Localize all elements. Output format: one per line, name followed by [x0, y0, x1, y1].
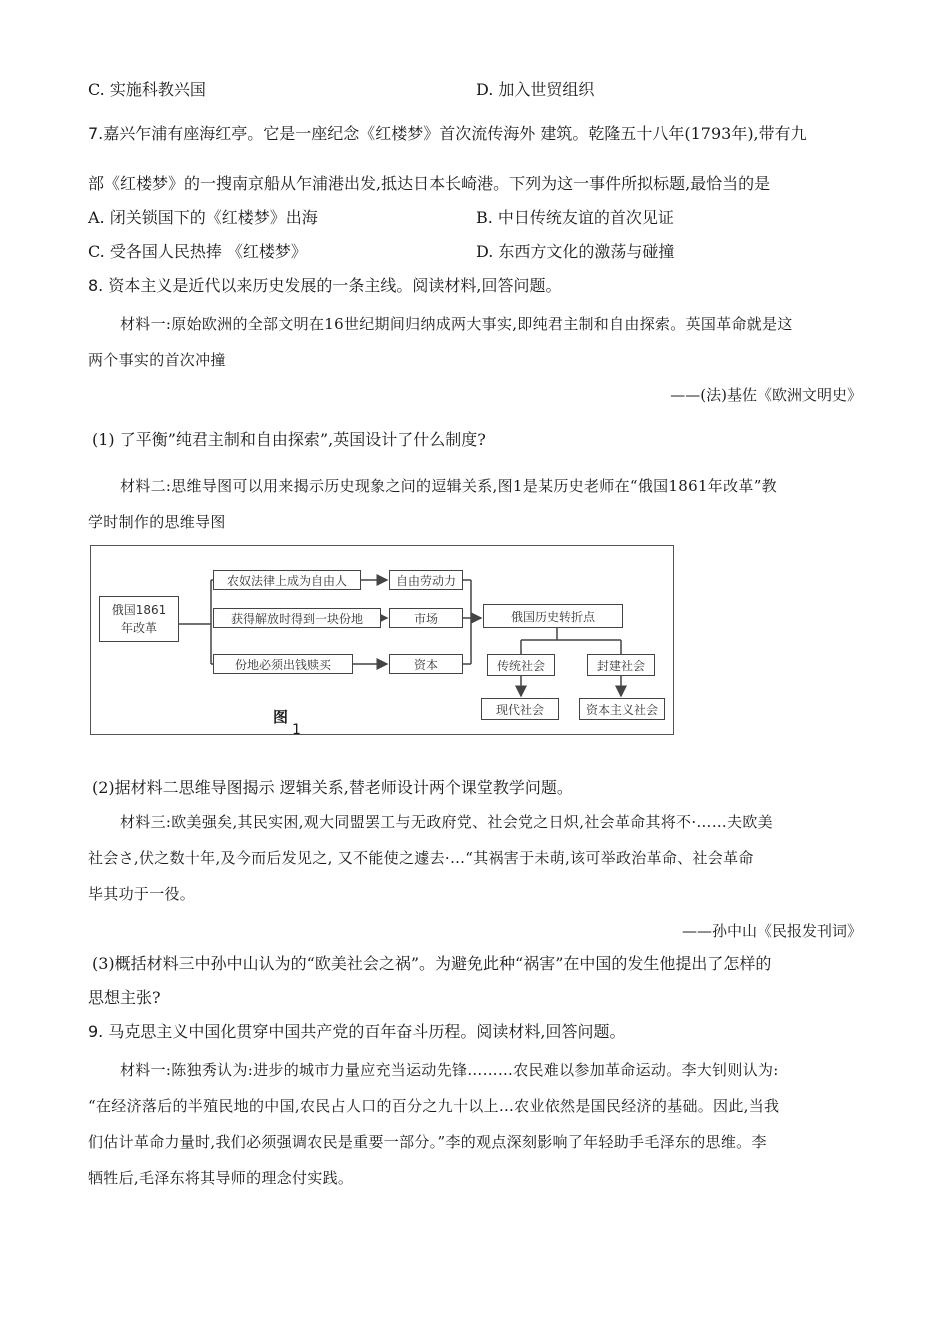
mind-map-result-3: 资本: [389, 654, 463, 674]
mind-map-to-modern: 现代社会: [481, 698, 559, 720]
q9-material1-line3: 们估计革命力量时,我们必须强调农民是重要一部分。”李的观点深刻影响了年轻助手毛泽东的思维。李: [88, 1133, 767, 1151]
q8-subquestion-3-line2: 思想主张?: [88, 988, 161, 1007]
q8-material2-line1: 材料二:思维导图可以用来揭示历史现象之问的逗辑关系,图1是某历史老师在“俄国1861年改革”教: [120, 477, 777, 495]
q8-material2-line2: 学时制作的思维导图: [88, 513, 226, 531]
q9-stem: [88, 1022, 625, 1042]
q8-material1-line1: 材料一:原始欧洲的全部文明在16世纪期间归纳成两大事实,即纯君主制和自由探索。英国革命就是这: [120, 315, 793, 333]
mind-map-result-1: 自由劳动力: [389, 570, 463, 590]
mind-map-figure-label: 图: [273, 708, 289, 726]
mind-map-result-2: 市场: [389, 608, 463, 628]
mind-map-from-feudal: 封建社会: [587, 654, 655, 676]
q8-material3-line3: 毕其功于一役。: [88, 885, 196, 903]
q8-subquestion-2: (2)据材料二思维导图揭示 逻辑关系,替老师设计两个课堂教学问题。: [92, 778, 573, 797]
q8-material3-source: ——孙中山《民报发刊词》: [681, 922, 862, 940]
q8-subquestion-1: (1) 了平衡”纯君主制和自由探索”,英国设计了什么制度?: [92, 430, 486, 449]
mind-map-figure: [90, 545, 674, 735]
q7-option-c: C. 受各国人民热捧 《红楼梦》: [88, 242, 307, 261]
mind-map-start-box: [99, 596, 179, 642]
q7-stem-line1: [88, 124, 807, 144]
q9-material1-line1: 材料一:陈独秀认为:进步的城市力量应充当运动先锋………农民难以参加革命运动。李大钊则认为:: [120, 1061, 779, 1079]
q8-number: 8.: [88, 276, 104, 295]
q8-material3-line2: 社会さ,伏之数十年,及今而后发见之, 又不能使之遽去·…“其祸害于未萌,该可举政治革命、社会革命: [88, 849, 754, 867]
mind-map-figure-number: 1: [292, 722, 301, 738]
mind-map-turning-point: 俄国历史转折点: [483, 604, 623, 628]
q9-material1-line4: 牺牲后,毛泽东将其导师的理念付实践。: [88, 1169, 354, 1187]
q7-stem-line2: 部《红楼梦》的一搜南京船从乍浦港出发,抵达日本长崎港。下列为这一事件所拟标题,最恰当的是: [88, 174, 771, 193]
q8-subquestion-3-line1: (3)概括材料三中孙中山认为的“欧美社会之祸”。为避免此种“祸害”在中国的发生他提出了怎样的: [92, 954, 772, 973]
q7-option-d: D. 东西方文化的激荡与碰撞: [476, 242, 675, 261]
q7-number: 7.: [88, 124, 104, 143]
mind-map-from-traditional: 传统社会: [487, 654, 555, 676]
q7-option-a: A. 闭关锁国下的《红楼梦》出海: [88, 208, 318, 227]
q6-option-c: C. 实施科教兴国: [88, 80, 206, 99]
mind-map-start-text: 俄国1861年改革: [111, 603, 167, 635]
q7-stem-text1: 嘉兴乍浦有座海红亭。它是一座纪念《红楼梦》首次流传海外 建筑。乾隆五十八年(1793年),带有九: [103, 124, 807, 143]
q9-stem-text: 马克思主义中国化贯穿中国共产党的百年奋斗历程。阅读材料,回答问题。: [108, 1022, 626, 1041]
mind-map-cause-2: 获得解放时得到一块份地: [213, 608, 381, 628]
mind-map-cause-1: 农奴法律上成为自由人: [213, 570, 361, 590]
q8-material1-line2: 两个事实的首次冲撞: [88, 351, 226, 369]
q8-stem: [88, 276, 561, 296]
mind-map-cause-3: 份地必须出钱赎买: [213, 654, 353, 674]
q8-material1-source: ——(法)基佐《欧洲文明史》: [670, 386, 862, 404]
mind-map-to-capitalist: 资本主义社会: [579, 698, 665, 720]
q6-option-d: D. 加入世贸组织: [476, 80, 595, 99]
q7-option-b: B. 中日传统友谊的首次见证: [476, 208, 674, 227]
q8-material3-line1: 材料三:欧美强矣,其民实困,观大同盟罢工与无政府党、社会党之日炽,社会革命其将不·……夫欧美: [120, 813, 773, 831]
q9-number: 9.: [88, 1022, 104, 1041]
q8-stem-text: 资本主义是近代以来历史发展的一条主线。阅读材料,回答问题。: [108, 276, 562, 295]
q9-material1-line2: “在经济落后的半殖民地的中国,农民占人口的百分之九十以上…农业依然是国民经济的基础。因此,当我: [88, 1097, 780, 1115]
